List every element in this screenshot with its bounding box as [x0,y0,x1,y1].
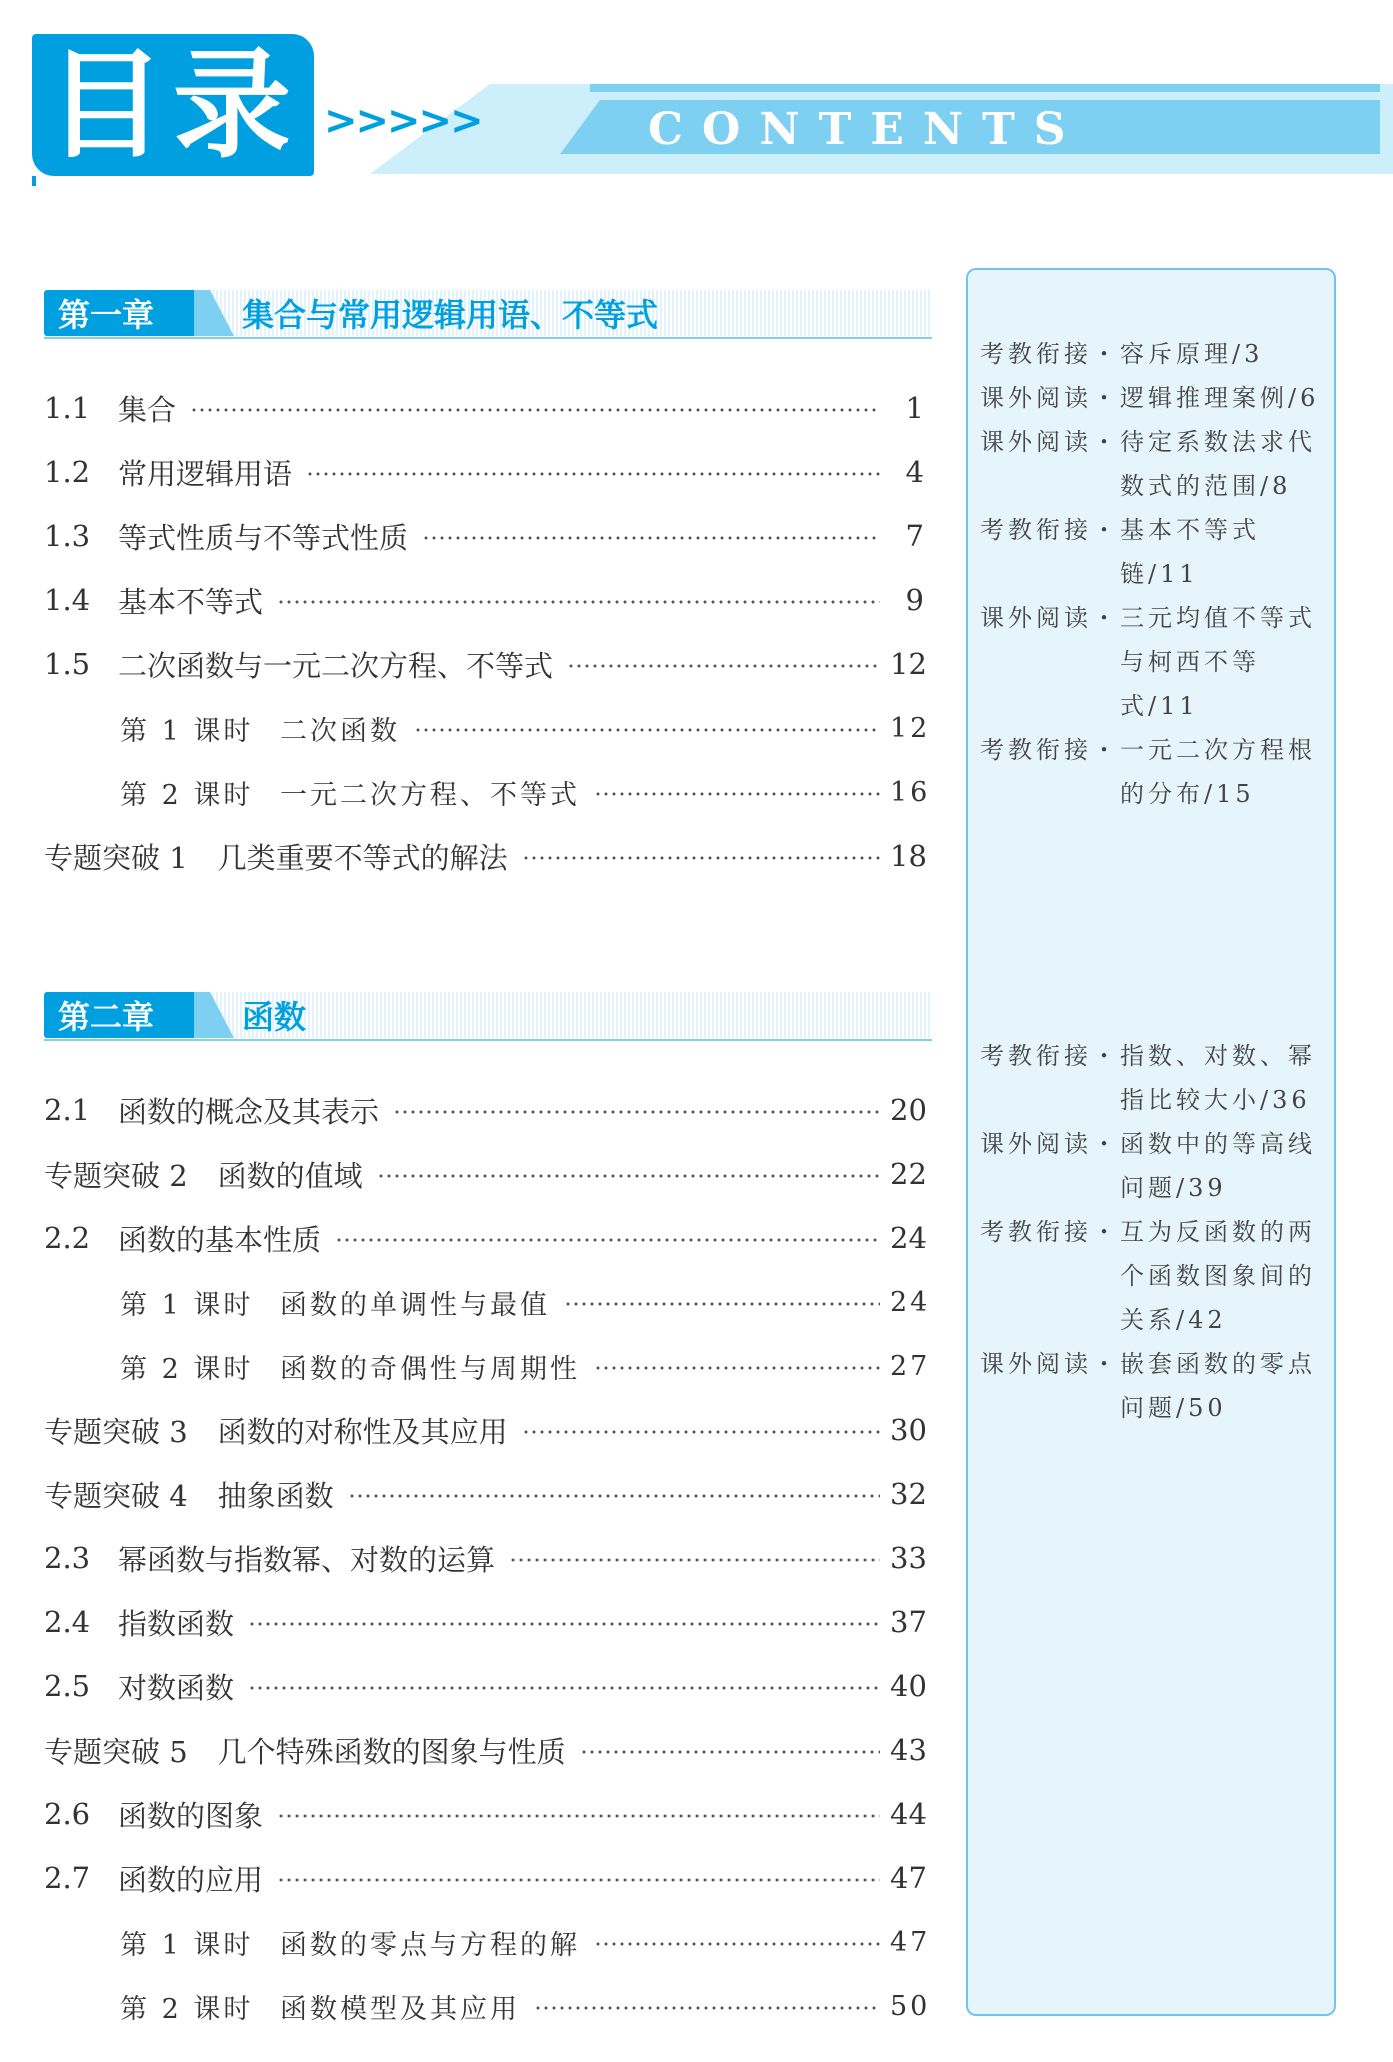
page-number: 40 [890,1669,927,1703]
sidebar-item-label: 容斥原理/3 [1120,340,1264,368]
page-number: 1 [905,391,924,425]
chapter-label: 第二章 [44,992,194,1038]
sidebar-item-label: 三元均值不等式与柯西不等式/11 [1120,604,1316,720]
dot-leader [534,2006,880,2010]
section-number: 2.7 [44,1861,91,1895]
sidebar-item-label: 指数、对数、幂指比较大小/36 [1120,1042,1316,1114]
page-number: 33 [890,1541,927,1575]
toc-entry-2-7[interactable] [44,1846,927,1910]
dot-leader [594,1366,880,1370]
page-number: 47 [890,1926,931,1958]
toc-entry-1-2[interactable] [44,440,924,504]
toc-entry-2-1[interactable] [44,1078,927,1142]
toc-entry-2-4[interactable] [44,1590,927,1654]
dot-leader [594,1942,880,1946]
section-number: 1.1 [44,391,91,425]
section-title: 函数的值域 [217,1158,363,1193]
page-number: 24 [890,1286,931,1318]
title-accent [32,176,36,186]
dot-leader [580,1750,880,1754]
section-title: 几类重要不等式的解法 [217,840,508,875]
chapter-band [212,992,932,1038]
section-title: 函数的对称性及其应用 [217,1414,508,1449]
lesson-title: 一元二次方程、不等式 [280,779,580,811]
dot-leader [377,1174,880,1178]
sidebar-item[interactable] [980,1210,1330,1342]
sidebar-item[interactable] [980,728,1330,816]
lesson-number: 第 1 课时 [120,1929,254,1961]
section-title: 二次函数与一元二次方程、不等式 [118,648,554,683]
page-number: 30 [890,1413,927,1447]
chapter-2-toc [44,1078,931,2038]
section-number: 1.3 [44,519,91,553]
section-title: 函数的应用 [118,1862,264,1897]
toc-entry-lesson[interactable] [44,760,931,824]
sidebar-item[interactable] [980,508,1330,596]
chapter-label: 第一章 [44,290,194,336]
sidebar-item-label: 函数中的等高线问题/39 [1120,1130,1316,1202]
page-number: 18 [890,839,927,873]
page-number: 7 [905,519,924,553]
sidebar-item-category: 课外阅读・ [980,384,1120,412]
sidebar-item-category: 考教衔接・ [980,516,1120,544]
sidebar-item[interactable] [980,332,1330,376]
sidebar-item-category: 课外阅读・ [980,428,1120,456]
sidebar-item[interactable] [980,1034,1330,1122]
sidebar-item[interactable] [980,596,1330,728]
chapter-1-header [44,290,932,336]
page-number: 37 [890,1605,927,1639]
section-title: 基本不等式 [118,584,264,619]
sidebar-item-label: 嵌套函数的零点问题/50 [1120,1350,1316,1422]
contents-heading: CONTENTS [648,104,1085,155]
section-title: 对数函数 [118,1670,235,1705]
sidebar-panel [966,268,1336,2016]
section-title: 集合 [118,392,177,427]
page-header [0,0,1393,200]
toc-entry-2-5[interactable] [44,1654,927,1718]
sidebar-group-chapter-2 [980,1034,1330,1430]
chapter-title: 函数 [242,998,307,1036]
dot-leader [594,792,880,796]
lesson-title: 函数的奇偶性与周期性 [280,1353,580,1385]
dot-leader [414,728,880,732]
dot-leader [190,408,880,412]
section-number: 2.6 [44,1797,91,1831]
sidebar-item-category: 考教衔接・ [980,340,1120,368]
dot-leader [522,856,880,860]
dot-leader [248,1686,880,1690]
toc-entry-special-3[interactable] [44,1398,927,1462]
special-topic-number: 专题突破 4 [44,1478,188,1513]
section-title: 函数的基本性质 [118,1222,322,1257]
chapter-rule [44,337,932,339]
section-number: 1.2 [44,455,91,489]
section-title: 函数的概念及其表示 [118,1094,380,1129]
page-number: 9 [905,583,924,617]
lesson-number: 第 2 课时 [120,779,254,811]
special-topic-number: 专题突破 5 [44,1734,188,1769]
toc-entry-lesson[interactable] [44,1270,931,1334]
dot-leader [348,1494,880,1498]
sidebar-item-category: 考教衔接・ [980,1042,1120,1070]
chapter-title: 集合与常用逻辑用语、不等式 [242,296,659,334]
sidebar-item-label: 待定系数法求代数式的范围/8 [1120,428,1316,500]
section-title: 几个特殊函数的图象与性质 [217,1734,566,1769]
section-number: 2.4 [44,1605,91,1639]
dot-leader [509,1558,880,1562]
sidebar-item-label: 基本不等式链/11 [1120,516,1260,588]
sidebar-group-chapter-1 [980,332,1330,816]
sidebar-item-label: 一元二次方程根的分布/15 [1120,736,1316,808]
sidebar-item-label: 互为反函数的两个函数图象间的关系/42 [1120,1218,1316,1334]
dot-leader [422,536,880,540]
toc-entry-1-4[interactable] [44,568,924,632]
page-number: 20 [890,1093,927,1127]
section-number: 2.2 [44,1221,91,1255]
lesson-title: 函数的单调性与最值 [280,1289,550,1321]
toc-entry-lesson[interactable] [44,1334,931,1398]
toc-entry-lesson[interactable] [44,1910,931,1974]
chapter-1-toc [44,376,931,888]
toc-entry-special-1[interactable] [44,824,927,888]
special-topic-number: 专题突破 2 [44,1158,188,1193]
page-number: 27 [890,1350,931,1382]
sidebar-item[interactable] [980,1342,1330,1430]
lesson-title: 函数模型及其应用 [280,1993,520,2025]
sidebar-item-category: 考教衔接・ [980,736,1120,764]
special-topic-number: 专题突破 1 [44,840,188,875]
dot-leader [306,472,880,476]
dot-leader [248,1622,880,1626]
sidebar-item[interactable] [980,420,1330,508]
toc-entry-1-1[interactable] [44,376,924,440]
arrow-icons: >>>>> [324,98,482,144]
dot-leader [564,1302,880,1306]
page-number: 44 [890,1797,927,1831]
lesson-title: 二次函数 [280,715,400,747]
section-number: 2.3 [44,1541,91,1575]
toc-entry-2-6[interactable] [44,1782,927,1846]
special-topic-number: 专题突破 3 [44,1414,188,1449]
section-title: 幂函数与指数幂、对数的运算 [118,1542,496,1577]
sidebar-item-label: 逻辑推理案例/6 [1120,384,1320,412]
toc-entry-special-4[interactable] [44,1462,927,1526]
section-title: 等式性质与不等式性质 [118,520,409,555]
page-number: 12 [890,647,927,681]
sidebar-item-category: 课外阅读・ [980,604,1120,632]
header-band-top [590,84,1380,92]
toc-entry-1-5[interactable] [44,632,927,696]
sidebar-item-category: 考教衔接・ [980,1218,1120,1246]
toc-entry-special-5[interactable] [44,1718,927,1782]
dot-leader [277,1814,880,1818]
dot-leader [277,600,880,604]
section-number: 2.1 [44,1093,91,1127]
toc-entry-2-3[interactable] [44,1526,927,1590]
chapter-2-header [44,992,932,1038]
toc-entry-2-2[interactable] [44,1206,927,1270]
lesson-title: 函数的零点与方程的解 [280,1929,580,1961]
dot-leader [393,1110,880,1114]
dot-leader [567,664,880,668]
dot-leader [522,1430,880,1434]
page-number: 12 [890,712,931,744]
page-number: 4 [905,455,924,489]
page-number: 43 [890,1733,927,1767]
page-number: 24 [890,1221,927,1255]
page-number: 22 [890,1157,927,1191]
lesson-number: 第 2 课时 [120,1353,254,1385]
lesson-number: 第 2 课时 [120,1993,254,2025]
section-title: 常用逻辑用语 [118,456,293,491]
toc-entry-special-2[interactable] [44,1142,927,1206]
page-number: 47 [890,1861,927,1895]
section-title: 指数函数 [118,1606,235,1641]
section-number: 2.5 [44,1669,91,1703]
section-number: 1.5 [44,647,91,681]
page-number: 32 [890,1477,927,1511]
toc-entry-lesson[interactable] [44,1974,931,2038]
lesson-number: 第 1 课时 [120,1289,254,1321]
chapter-rule [44,1039,932,1041]
page-number: 50 [890,1990,931,2022]
section-title: 函数的图象 [118,1798,264,1833]
section-title: 抽象函数 [217,1478,334,1513]
sidebar-item[interactable] [980,376,1330,420]
page-title: 目录 [32,34,314,176]
dot-leader [335,1238,880,1242]
toc-entry-1-3[interactable] [44,504,924,568]
dot-leader [277,1878,880,1882]
page-number: 16 [890,776,931,808]
toc-entry-lesson[interactable] [44,696,931,760]
sidebar-item-category: 课外阅读・ [980,1130,1120,1158]
lesson-number: 第 1 课时 [120,715,254,747]
sidebar-item[interactable] [980,1122,1330,1210]
section-number: 1.4 [44,583,91,617]
sidebar-item-category: 课外阅读・ [980,1350,1120,1378]
